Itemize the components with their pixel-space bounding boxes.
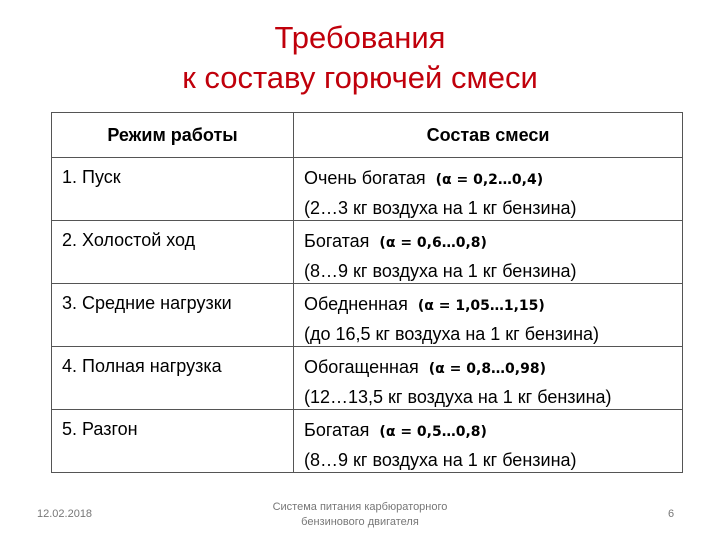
mode-cell	[52, 158, 294, 221]
alpha-range: (α = 0,2…0,4)	[435, 172, 544, 188]
mixture-cell	[294, 347, 683, 410]
mixture-cell	[294, 284, 683, 347]
header-operating-mode: Режим работы	[52, 113, 294, 158]
air-ratio: (8…9 кг воздуха на 1 кг бензина)	[304, 450, 577, 470]
mode-label: 2. Холостой ход	[62, 230, 196, 250]
table-row	[52, 410, 683, 473]
mixture-type: Очень богатая	[304, 168, 426, 188]
footer-subject	[250, 500, 470, 530]
table-header-row	[52, 113, 683, 158]
mode-label: 5. Разгон	[62, 419, 138, 439]
table-row	[52, 221, 683, 284]
table-row	[52, 347, 683, 410]
mixture-type: Обедненная	[304, 294, 408, 314]
table-row	[52, 284, 683, 347]
table-row	[52, 158, 683, 221]
slide-title	[0, 18, 720, 98]
air-ratio: (до 16,5 кг воздуха на 1 кг бензина)	[304, 324, 600, 344]
alpha-range: (α = 0,5…0,8)	[379, 424, 487, 440]
footer-subject-line-1: Система питания карбюраторного	[272, 501, 448, 513]
page-number: 6	[668, 508, 675, 520]
mixture-type: Обогащенная	[304, 357, 419, 377]
footer-date: 12.02.2018	[37, 508, 93, 520]
mixture-type: Богатая	[304, 231, 370, 251]
mode-cell	[52, 284, 294, 347]
mode-label: 4. Полная нагрузка	[62, 356, 222, 376]
mixture-cell	[294, 221, 683, 284]
slide-title-line-1: Требования	[274, 20, 446, 55]
mixture-cell	[294, 158, 683, 221]
mode-label: 3. Средние нагрузки	[62, 293, 232, 313]
mode-cell	[52, 410, 294, 473]
air-ratio: (2…3 кг воздуха на 1 кг бензина)	[304, 198, 577, 218]
mixture-cell	[294, 410, 683, 473]
alpha-range: (α = 0,6…0,8)	[379, 235, 487, 251]
alpha-range: (α = 0,8…0,98)	[428, 361, 547, 377]
slide-title-line-2: к составу горючей смеси	[182, 60, 538, 95]
mixture-type: Богатая	[304, 420, 370, 440]
alpha-range: (α = 1,05…1,15)	[417, 298, 545, 314]
header-mixture-composition: Состав смеси	[294, 113, 683, 158]
mode-label: 1. Пуск	[62, 167, 121, 187]
air-ratio: (8…9 кг воздуха на 1 кг бензина)	[304, 261, 577, 281]
footer-subject-line-2: бензинового двигателя	[301, 516, 419, 528]
mode-cell	[52, 347, 294, 410]
air-ratio: (12…13,5 кг воздуха на 1 кг бензина)	[304, 387, 612, 407]
mode-cell	[52, 221, 294, 284]
mixture-requirements-table	[51, 112, 683, 473]
